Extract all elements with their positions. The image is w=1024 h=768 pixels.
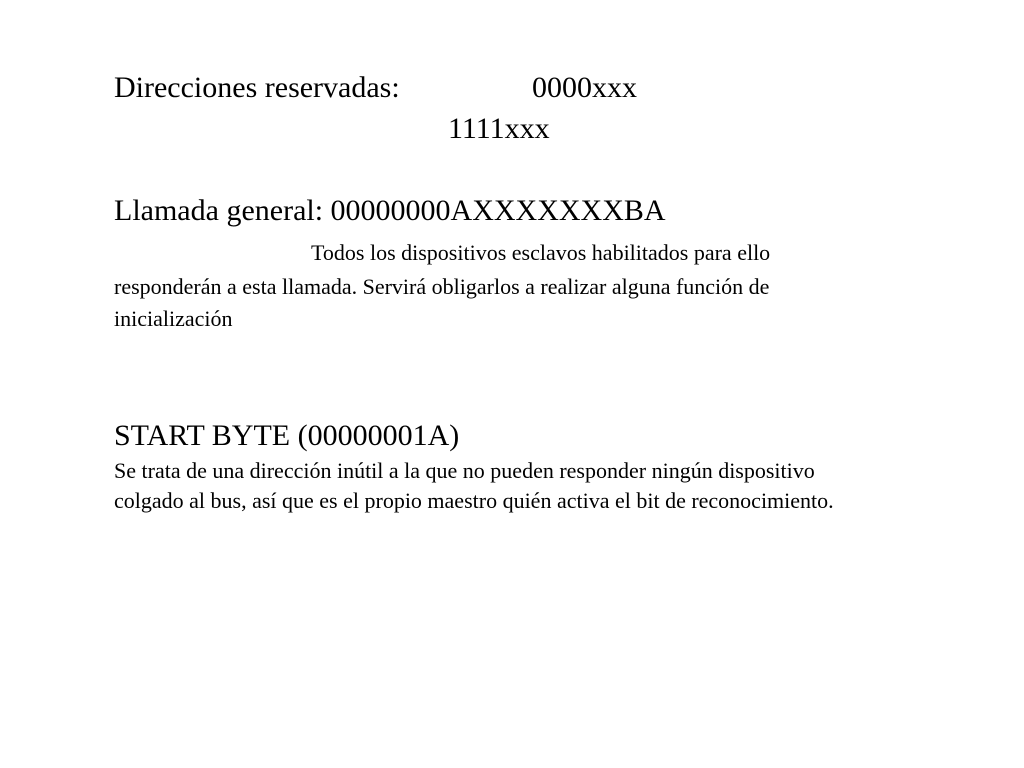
reserved-address-1111: 1111xxx [448, 112, 550, 145]
general-call-description-line-2: responderán a esta llamada. Servirá obligarlos a realizar alguna función de [114, 274, 770, 299]
reserved-addresses-label: Direcciones reservadas: [114, 71, 400, 104]
reserved-address-0000: 0000xxx [532, 71, 637, 104]
start-byte-description-line-2: colgado al bus, así que es el propio maestro quién activa el bit de reconocimiento. [114, 488, 834, 513]
start-byte-description-line-1: Se trata de una dirección inútil a la que no pueden responder ningún dispositivo [114, 458, 815, 483]
general-call-description-line-3: inicialización [114, 306, 233, 331]
general-call-description-line-1: Todos los dispositivos esclavos habilitados para ello [311, 240, 771, 265]
general-call-heading: Llamada general: 00000000AXXXXXXXBA [114, 194, 666, 227]
start-byte-heading: START BYTE (00000001A) [114, 419, 460, 452]
